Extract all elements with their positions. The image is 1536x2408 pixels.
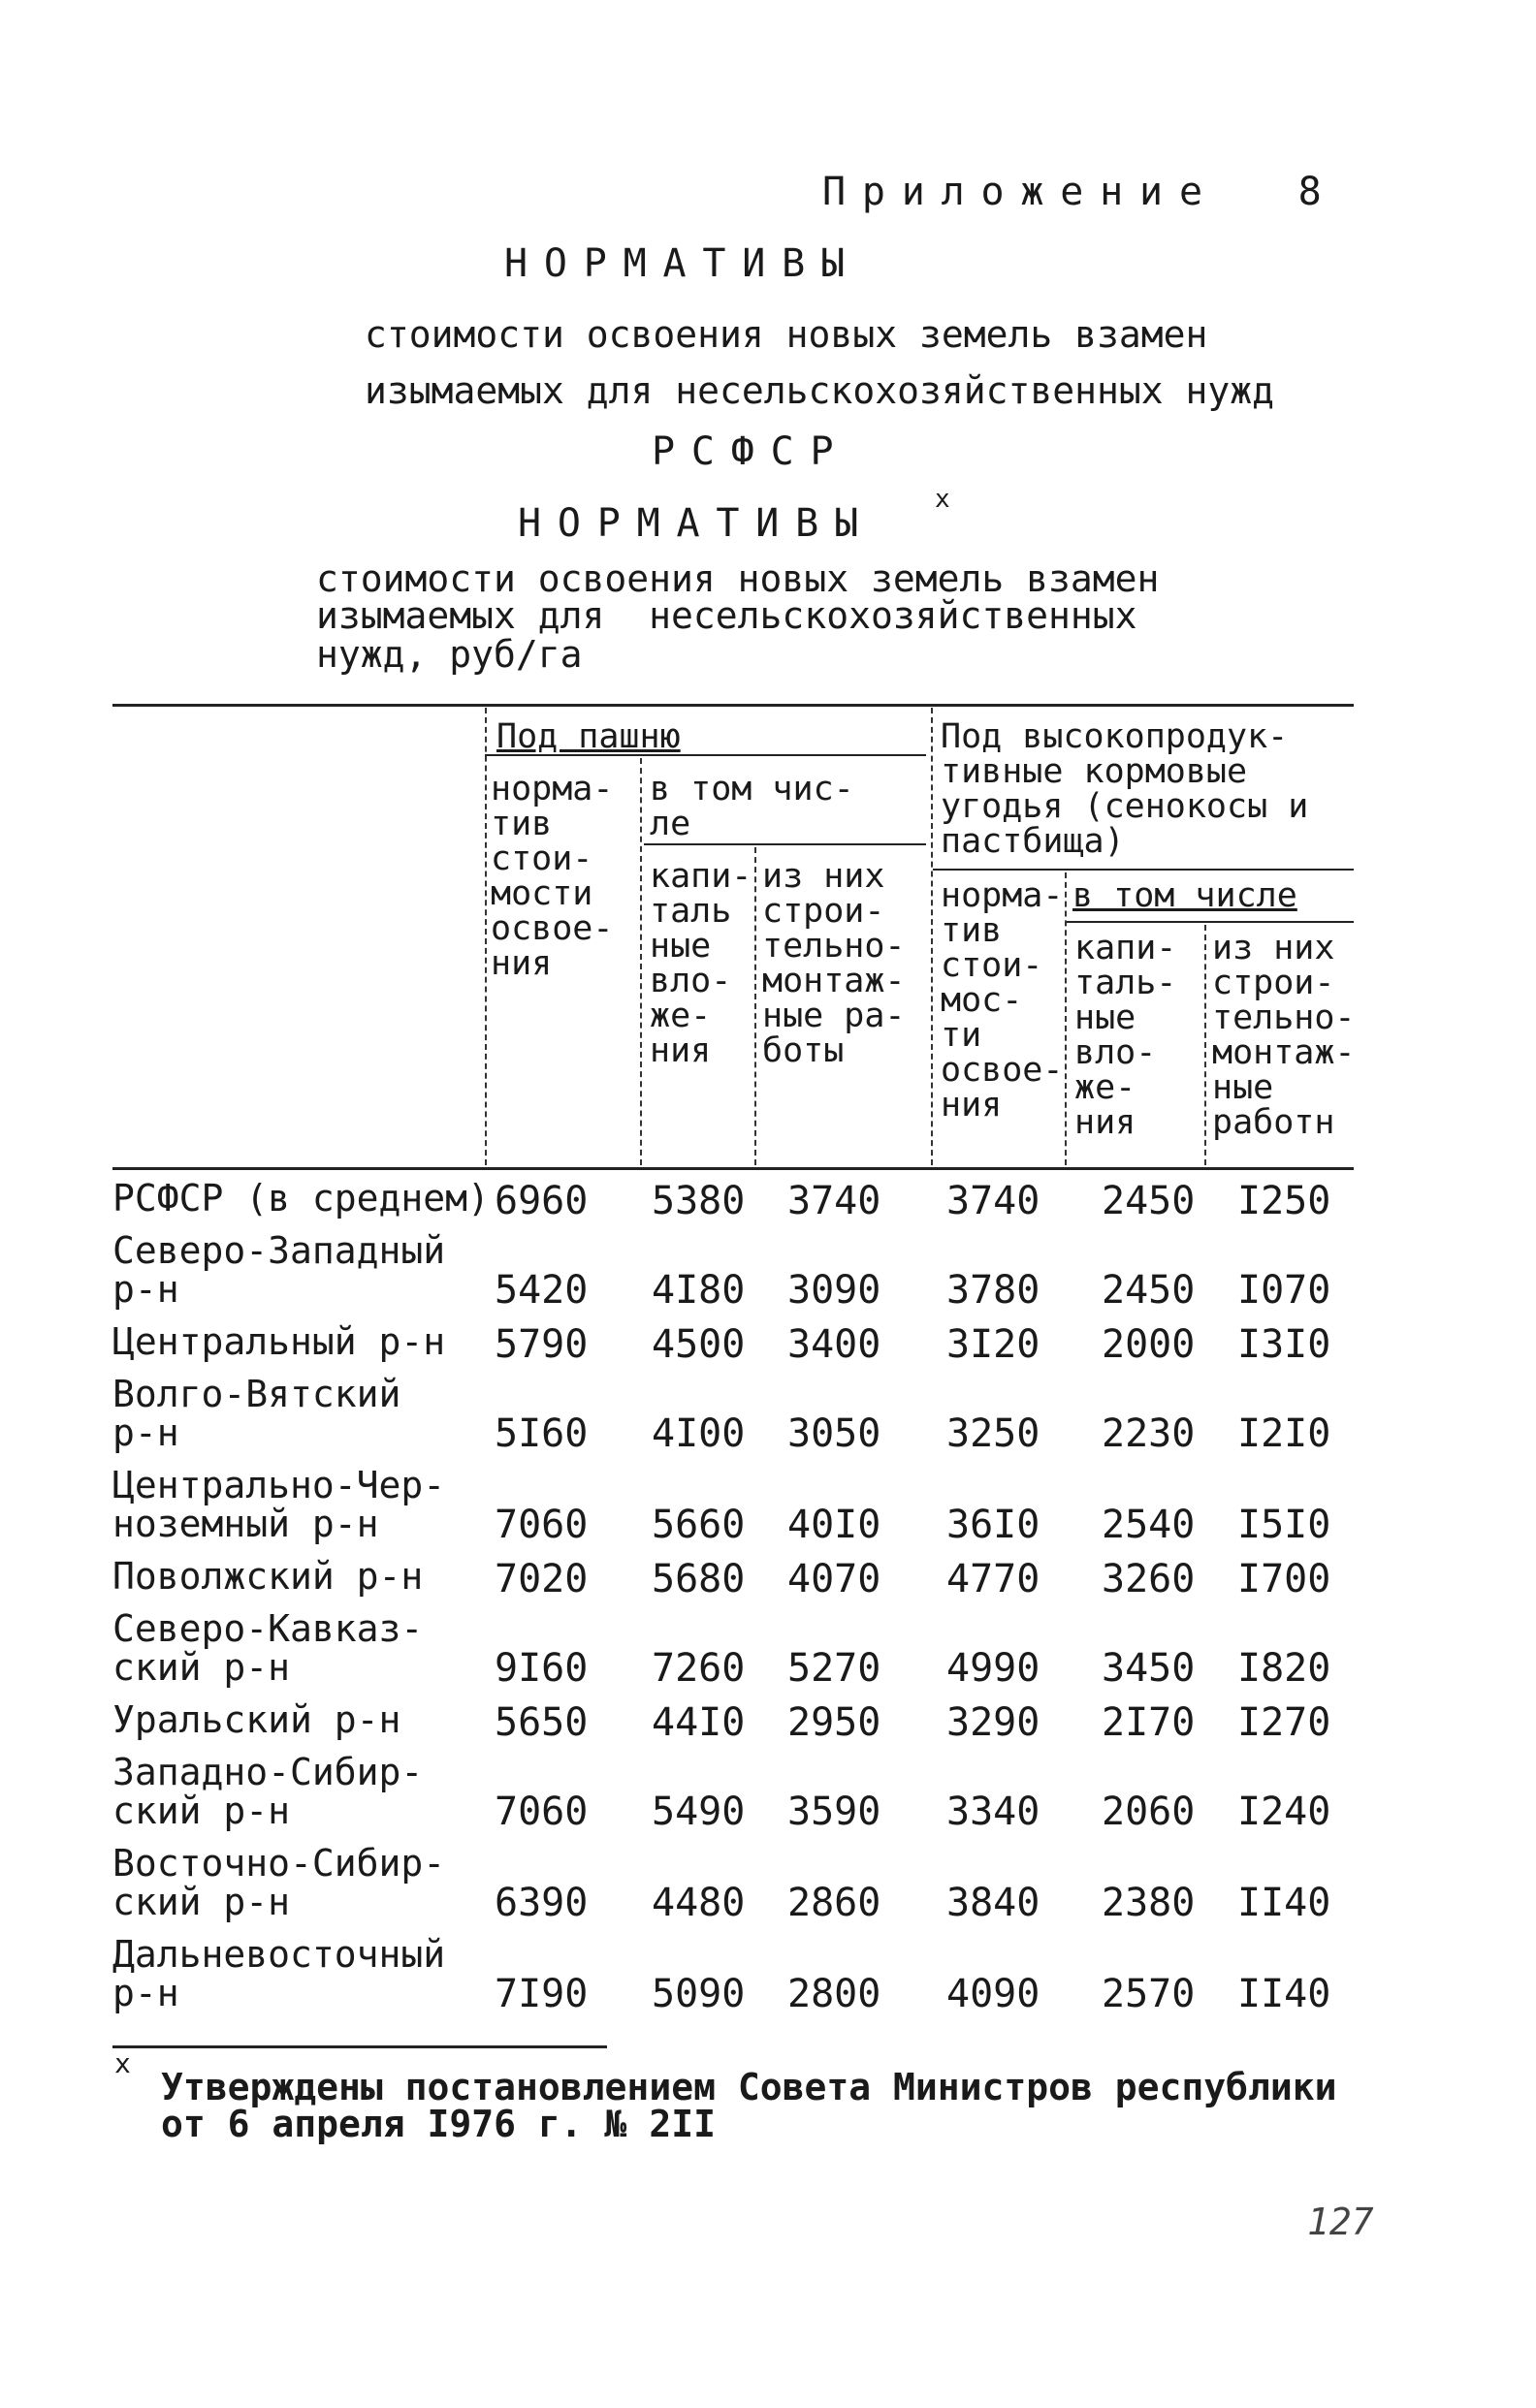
cell-g2-construction: I2I0 [1237, 1411, 1331, 1456]
cell-g1-construction: 4070 [787, 1557, 881, 1601]
col-sep-2 [640, 758, 642, 1165]
row-region-name: Волго-Вятский р-н [112, 1373, 401, 1454]
cell-g2-capital: 2540 [1102, 1503, 1196, 1547]
cell-g2-capital: 2000 [1102, 1322, 1196, 1367]
row-region-name: Западно-Сибир- ский р-н [112, 1751, 424, 1832]
row-region-name: Восточно-Сибир- ский р-н [112, 1842, 446, 1923]
subtitle-2-line-2: изымаемых для несельскохозяйственных [316, 594, 1137, 637]
row-region-name: РСФСР (в среднем) [112, 1177, 490, 1220]
rule-under-g1-incl [644, 843, 926, 845]
col-sep-3 [754, 847, 756, 1165]
cell-g2-capital: 2450 [1102, 1179, 1196, 1223]
header-g2-capital: капи- таль- ные вло- же- ния [1074, 929, 1177, 1142]
cell-g1-construction: 3400 [787, 1322, 881, 1367]
cell-g1-construction: 3590 [787, 1790, 881, 1834]
cell-g1-construction: 5270 [787, 1646, 881, 1691]
cell-g2-norm: 3I20 [946, 1322, 1040, 1367]
cell-g1-capital: 7260 [652, 1646, 746, 1691]
subtitle-1-line-1: стоимости освоения новых земель взамен [365, 313, 1208, 356]
cell-g2-norm: 4990 [946, 1646, 1040, 1691]
footnote-mark: х [114, 2047, 131, 2079]
row-region-name: Центральный р-н [112, 1320, 446, 1363]
cell-g1-norm: 5I60 [495, 1411, 589, 1456]
cell-g1-capital: 4I00 [652, 1411, 746, 1456]
row-region-name: Дальневосточный р-н [112, 1933, 446, 2014]
footnote-rule [112, 2045, 607, 2048]
table-top-rule [112, 704, 1354, 707]
col-sep-1 [485, 708, 487, 1165]
cell-g1-capital: 5090 [652, 1972, 746, 2016]
republic-label: РСФСР [652, 429, 850, 474]
cell-g1-construction: 2800 [787, 1972, 881, 2016]
cell-g2-construction: II40 [1237, 1972, 1331, 2016]
title-normatives-2: НОРМАТИВЫ [518, 501, 875, 546]
cell-g2-construction: I070 [1237, 1268, 1331, 1313]
cell-g2-norm: 36I0 [946, 1503, 1040, 1547]
rule-under-g2-incl [1067, 921, 1354, 923]
cell-g2-capital: 2230 [1102, 1411, 1196, 1456]
cell-g1-norm: 5650 [495, 1700, 589, 1745]
cell-g2-norm: 4770 [946, 1557, 1040, 1601]
cell-g1-construction: 2860 [787, 1881, 881, 1925]
cell-g1-norm: 7060 [495, 1790, 589, 1834]
header-g2-norm: норма- тив стои- мос- ти освое- ния [941, 876, 1064, 1125]
cell-g1-capital: 5680 [652, 1557, 746, 1601]
header-group-arable: Под пашню [496, 717, 681, 756]
header-g2-including: в том числе [1072, 876, 1297, 915]
header-group-fodder: Под высокопродук- тивные кормовые угодья (сенокосы и пастбища) [941, 717, 1309, 861]
page-number: 127 [1307, 2201, 1374, 2243]
cell-g1-capital: 5490 [652, 1790, 746, 1834]
cell-g2-construction: I240 [1237, 1790, 1331, 1834]
cell-g1-norm: 5790 [495, 1322, 589, 1367]
row-region-name: Поволжский р-н [112, 1555, 424, 1598]
cell-g2-norm: 3740 [946, 1179, 1040, 1223]
subtitle-2-line-1: стоимости освоения новых земель взамен [316, 557, 1160, 600]
cell-g1-norm: 9I60 [495, 1646, 589, 1691]
cell-g2-capital: 3260 [1102, 1557, 1196, 1601]
title-normatives-1: НОРМАТИВЫ [504, 241, 861, 286]
cell-g1-norm: 7020 [495, 1557, 589, 1601]
cell-g1-construction: 40I0 [787, 1503, 881, 1547]
cell-g2-capital: 2I70 [1102, 1700, 1196, 1745]
cell-g2-norm: 4090 [946, 1972, 1040, 2016]
row-region-name: Северо-Кавказ- ский р-н [112, 1607, 424, 1689]
cell-g2-norm: 3780 [946, 1268, 1040, 1313]
footnote-line-2: от 6 апреля I976 г. № 2II [161, 2103, 716, 2145]
col-sep-5 [1065, 872, 1067, 1165]
cell-g1-construction: 2950 [787, 1700, 881, 1745]
cell-g2-capital: 2060 [1102, 1790, 1196, 1834]
rule-under-group2 [933, 869, 1354, 871]
cell-g1-construction: 3740 [787, 1179, 881, 1223]
header-bottom-rule [112, 1167, 1354, 1170]
cell-g2-norm: 3340 [946, 1790, 1040, 1834]
cell-g2-construction: I250 [1237, 1179, 1331, 1223]
cell-g1-capital: 44I0 [652, 1700, 746, 1745]
subtitle-2-line-3: нужд, руб/га [316, 633, 583, 676]
cell-g1-norm: 6960 [495, 1179, 589, 1223]
cell-g2-capital: 2380 [1102, 1881, 1196, 1925]
cell-g1-construction: 3090 [787, 1268, 881, 1313]
cell-g1-construction: 3050 [787, 1411, 881, 1456]
cell-g2-construction: I5I0 [1237, 1503, 1331, 1547]
cell-g2-norm: 3290 [946, 1700, 1040, 1745]
cell-g1-capital: 5380 [652, 1179, 746, 1223]
row-region-name: Уральский р-н [112, 1698, 401, 1741]
cell-g1-capital: 4I80 [652, 1268, 746, 1313]
cell-g2-norm: 3250 [946, 1411, 1040, 1456]
header-g1-norm: норма- тив стои- мости освое- ния [491, 770, 614, 983]
cell-g1-capital: 4480 [652, 1881, 746, 1925]
cell-g1-capital: 5660 [652, 1503, 746, 1547]
footnote-line-1: Утверждены постановлением Совета Министров республики [161, 2066, 1337, 2108]
header-g1-construction: из них строи- тельно- монтаж- ные ра- боты [762, 857, 906, 1070]
appendix-label: Приложение 8 [822, 170, 1338, 214]
cell-g2-construction: I820 [1237, 1646, 1331, 1691]
header-g1-capital: капи- таль ные вло- же- ния [650, 857, 752, 1070]
col-sep-4 [931, 708, 933, 1165]
col-sep-6 [1204, 925, 1206, 1165]
cell-g2-construction: I700 [1237, 1557, 1331, 1601]
row-region-name: Северо-Западный р-н [112, 1229, 446, 1311]
header-g2-construction: из них строи- тельно- монтаж- ные работн [1212, 929, 1356, 1142]
cell-g2-capital: 3450 [1102, 1646, 1196, 1691]
cell-g2-construction: I3I0 [1237, 1322, 1331, 1367]
cell-g1-norm: 5420 [495, 1268, 589, 1313]
cell-g2-construction: I270 [1237, 1700, 1331, 1745]
cell-g1-norm: 6390 [495, 1881, 589, 1925]
cell-g2-construction: II40 [1237, 1881, 1331, 1925]
title-footnote-mark: х [935, 485, 950, 514]
header-g1-including: в том чис- ле [650, 770, 854, 843]
row-region-name: Центрально-Чер- ноземный р-н [112, 1464, 446, 1545]
cell-g2-norm: 3840 [946, 1881, 1040, 1925]
cell-g1-norm: 7060 [495, 1503, 589, 1547]
cell-g1-norm: 7I90 [495, 1972, 589, 2016]
cell-g2-capital: 2450 [1102, 1268, 1196, 1313]
cell-g2-capital: 2570 [1102, 1972, 1196, 2016]
cell-g1-capital: 4500 [652, 1322, 746, 1367]
subtitle-1-line-2: изымаемых для несельскохозяйственных нужд [365, 369, 1274, 412]
